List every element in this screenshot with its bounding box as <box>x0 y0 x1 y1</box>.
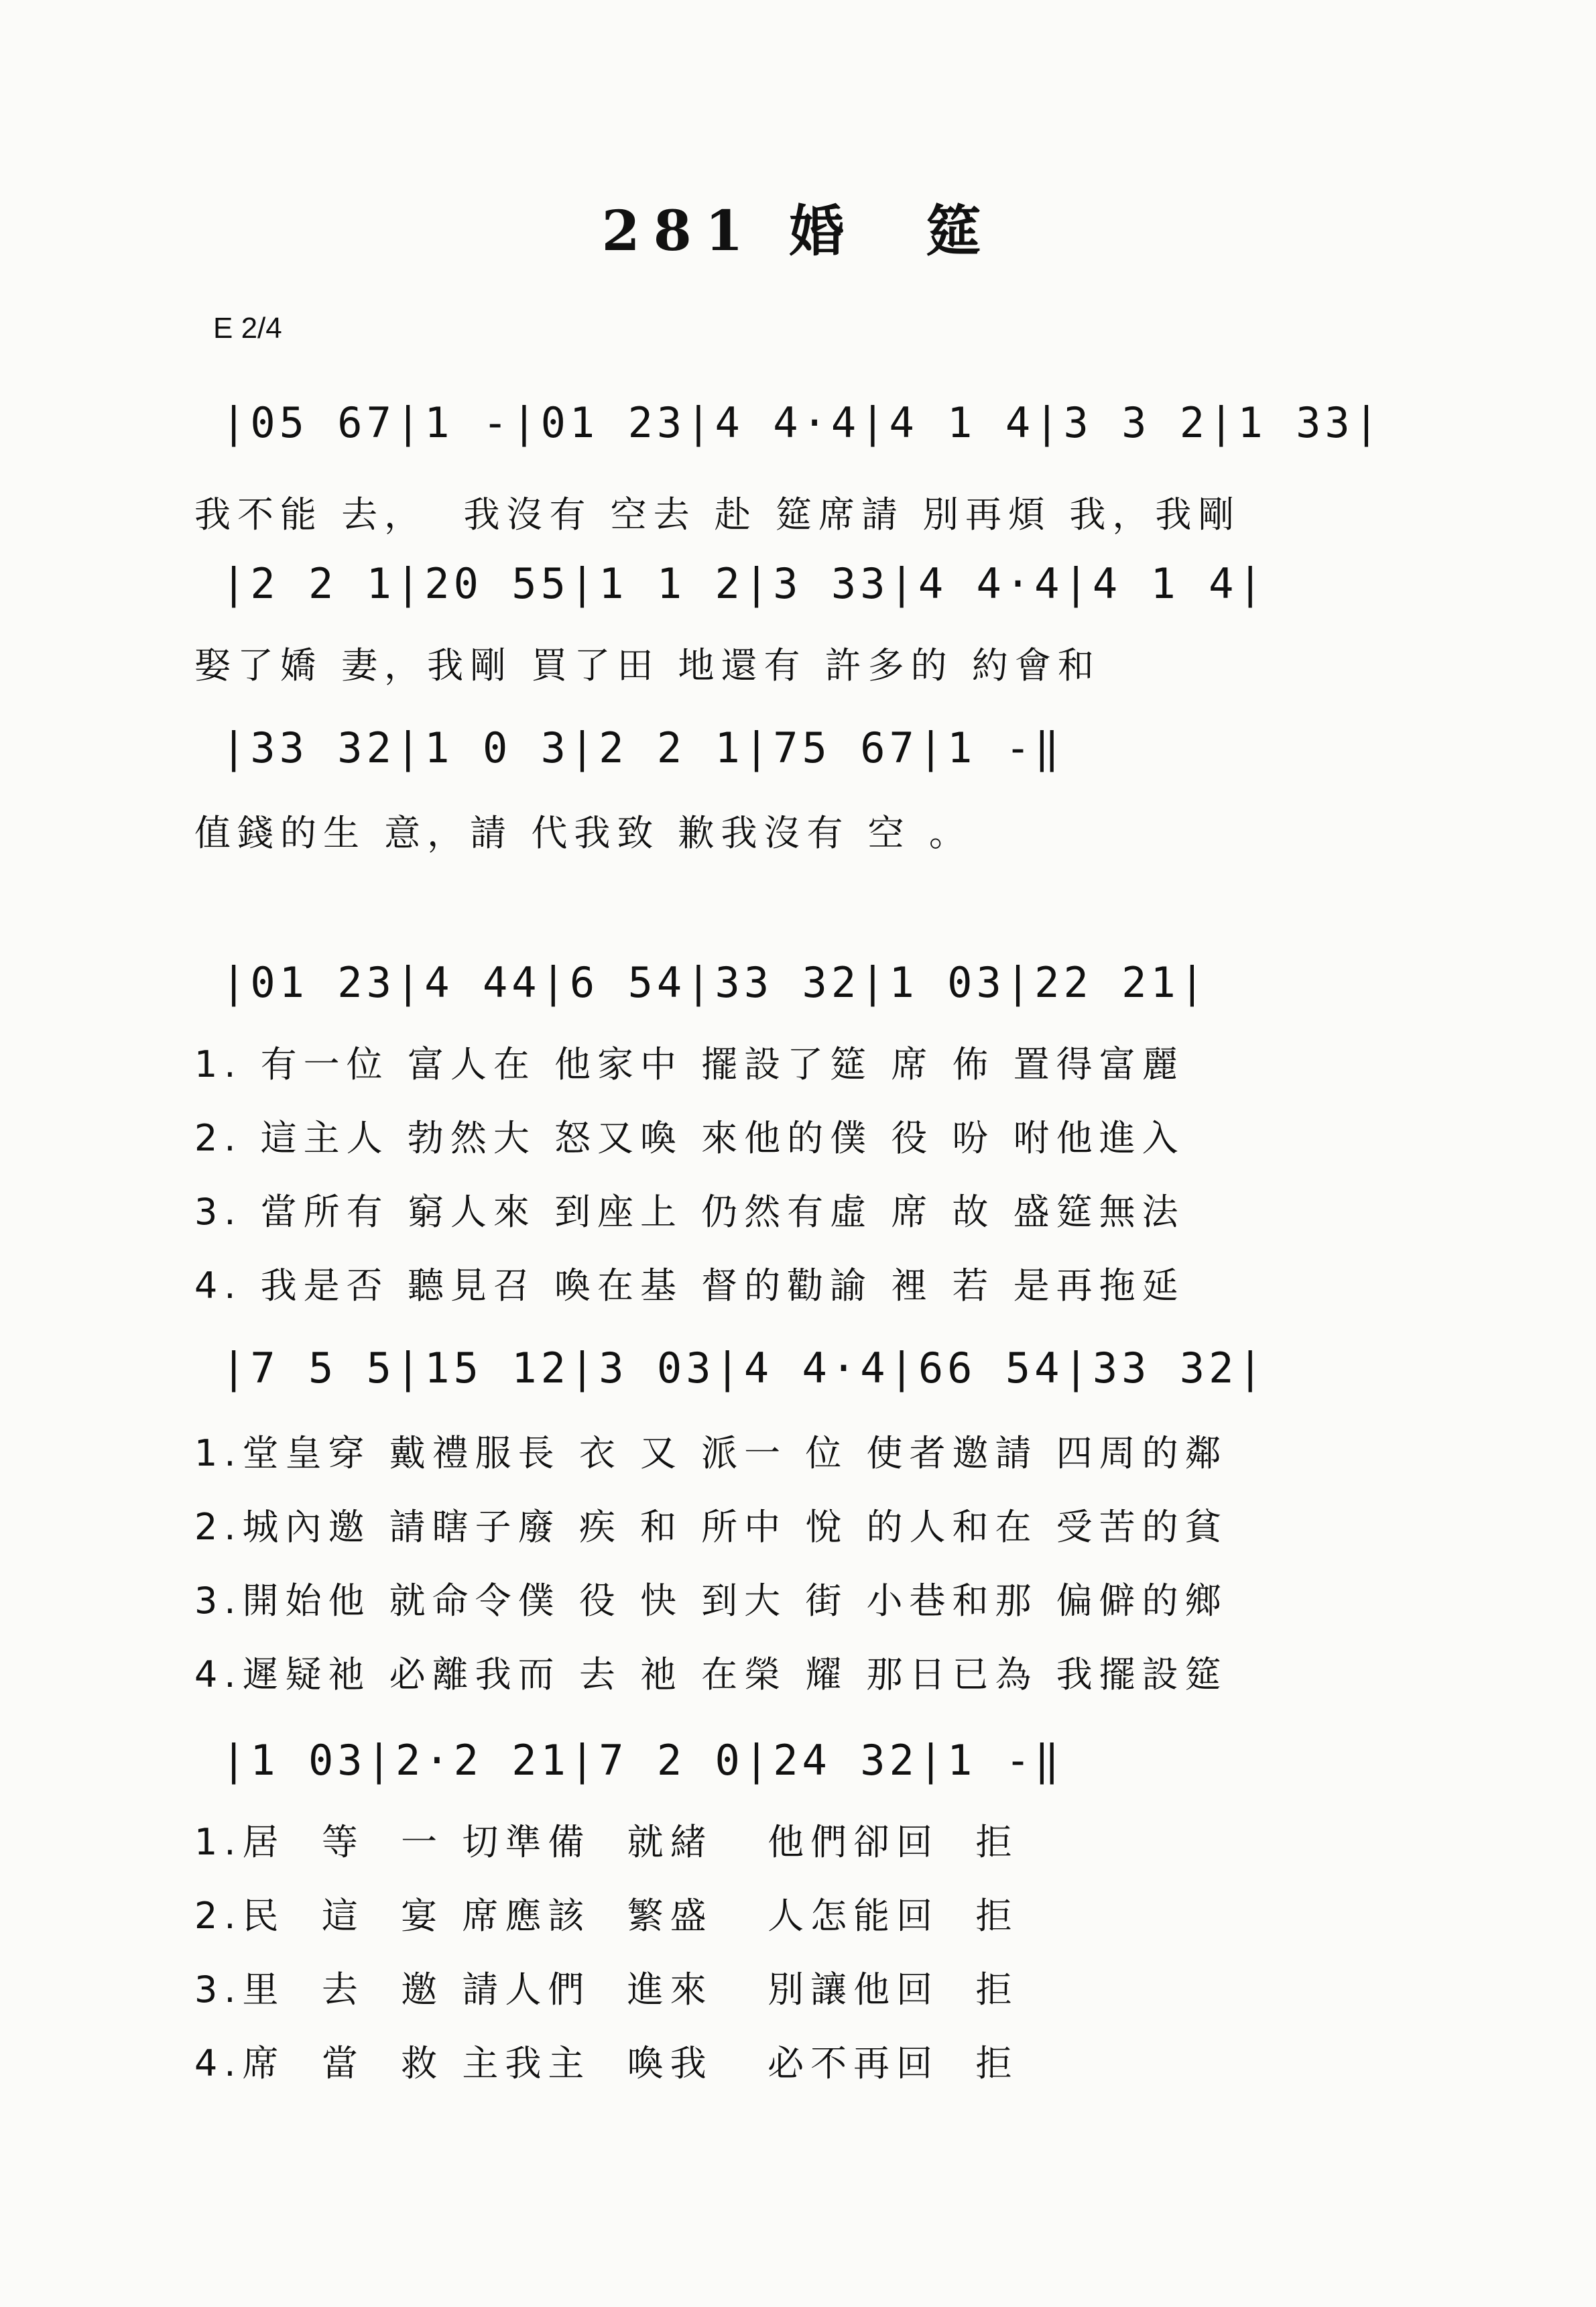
lyric-line: 1.堂皇穿 戴禮服長 衣 又 派一 位 使者邀請 四周的鄰 <box>194 1432 1228 1474</box>
lyric-line: 4.遲疑祂 必離我而 去 祂 在榮 耀 那日已為 我擺設筵 <box>194 1653 1228 1696</box>
lyric-line: 3.開始他 就命令僕 役 快 到大 街 小巷和那 偏僻的鄉 <box>194 1580 1228 1622</box>
key-signature: E 2/4 <box>213 312 282 345</box>
lyric-line: 4.席 當 救 主我主 喚我 必不再回 拒 <box>194 2042 1019 2084</box>
notation-line: |2 2 1|20 55|1 1 2|3 33|4 4·4|4 1 4| <box>221 558 1267 608</box>
lyric-line: 我不能 去， 我沒有 空去 赴 筵席請 別再煩 我，我剛 <box>194 493 1241 536</box>
lyric-line: 值錢的生 意，請 代我致 歉我沒有 空 。 <box>194 812 972 854</box>
lyric-line: 2.城內邀 請瞎子廢 疾 和 所中 悅 的人和在 受苦的貧 <box>194 1506 1228 1548</box>
lyric-line: 2. 這主人 勃然大 怒又喚 來他的僕 役 吩 咐他進入 <box>194 1117 1185 1159</box>
notation-line: |05 67|1 -|01 23|4 4·4|4 1 4|3 3 2|1 33| <box>221 398 1384 447</box>
page-title: 281 婚 筵 <box>601 199 995 263</box>
lyric-line: 3. 當所有 窮人來 到座上 仍然有虛 席 故 盛筵無法 <box>194 1191 1185 1233</box>
notation-line: |7 5 5|15 12|3 03|4 4·4|66 54|33 32| <box>221 1343 1267 1393</box>
lyric-line: 1.居 等 一 切準備 就緒 他們卻回 拒 <box>194 1821 1019 1863</box>
notation-line: |1 03|2·2 21|7 2 0|24 32|1 -‖ <box>221 1735 1064 1785</box>
notation-line: |33 32|1 0 3|2 2 1|75 67|1 -‖ <box>221 723 1064 772</box>
lyric-line: 2.民 這 宴 席應該 繁盛 人怎能回 拒 <box>194 1895 1019 1937</box>
lyric-line: 1. 有一位 富人在 他家中 擺設了筵 席 佈 置得富麗 <box>194 1043 1185 1085</box>
lyric-line: 4. 我是否 聽見召 喚在基 督的勸諭 裡 若 是再拖延 <box>194 1264 1185 1307</box>
notation-line: |01 23|4 44|6 54|33 32|1 03|22 21| <box>221 957 1209 1007</box>
lyric-line: 3.里 去 邀 請人們 進來 別讓他回 拒 <box>194 1968 1019 2011</box>
lyric-line: 娶了嬌 妻，我剛 買了田 地還有 許多的 約會和 <box>194 644 1101 687</box>
